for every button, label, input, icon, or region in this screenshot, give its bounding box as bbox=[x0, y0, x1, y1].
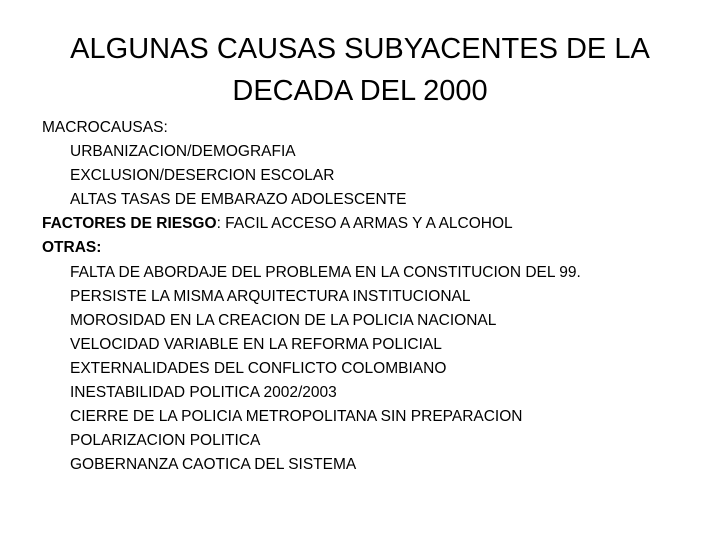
list-item: URBANIZACION/DEMOGRAFIA bbox=[70, 143, 296, 161]
list-item: EXCLUSION/DESERCION ESCOLAR bbox=[70, 167, 335, 185]
list-item: EXTERNALIDADES DEL CONFLICTO COLOMBIANO bbox=[70, 359, 447, 377]
list-item: ALTAS TASAS DE EMBARAZO ADOLESCENTE bbox=[70, 191, 407, 209]
macrocausas-label: MACROCAUSAS bbox=[42, 119, 164, 136]
list-item: PERSISTE LA MISMA ARQUITECTURA INSTITUCIONAL bbox=[70, 287, 471, 305]
list-item: POLARIZACION POLITICA bbox=[70, 432, 261, 450]
macrocausas-heading bbox=[42, 116, 702, 140]
list-item: CIERRE DE LA POLICIA METROPOLITANA SIN PREPARACION bbox=[70, 408, 523, 426]
factores-riesgo-text: FACIL ACCESO A ARMAS Y A ALCOHOL bbox=[220, 215, 513, 233]
factores-riesgo-colon: : bbox=[216, 215, 221, 233]
otras-heading: OTRAS: bbox=[42, 239, 102, 257]
slide-title bbox=[40, 28, 680, 112]
list-item: GOBERNANZA CAOTICA DEL SISTEMA bbox=[70, 456, 357, 474]
title-line-1: ALGUNAS CAUSAS SUBYACENTES DE LA bbox=[70, 33, 650, 65]
list-item: VELOCIDAD VARIABLE EN LA REFORMA POLICIAL bbox=[70, 335, 442, 353]
list-item: MOROSIDAD EN LA CREACION DE LA POLICIA NACIONAL bbox=[70, 311, 497, 329]
title-line-2: DECADA DEL 2000 bbox=[232, 75, 488, 107]
macrocausas-colon: : bbox=[163, 119, 168, 136]
factores-riesgo-line bbox=[42, 212, 702, 236]
list-item: FALTA DE ABORDAJE DEL PROBLEMA EN LA CONSTITUCION DEL 99. bbox=[70, 263, 581, 281]
factores-riesgo-label: FACTORES DE RIESGO bbox=[42, 215, 217, 233]
slide-body bbox=[42, 116, 702, 477]
list-item: INESTABILIDAD POLITICA 2002/2003 bbox=[70, 384, 337, 402]
